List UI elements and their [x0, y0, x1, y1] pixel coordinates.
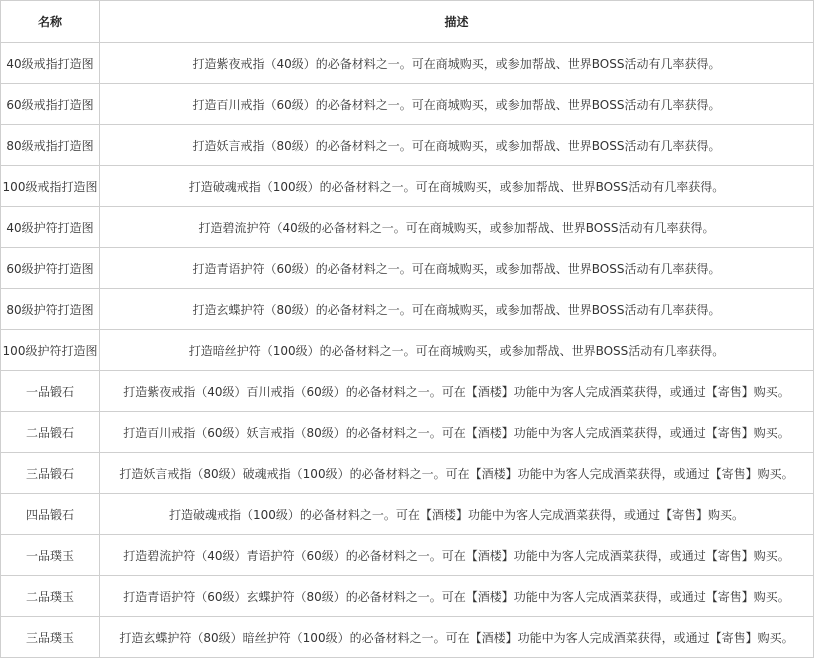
item-name: 80级戒指打造图	[1, 125, 100, 166]
table-row	[1, 84, 814, 125]
item-description: 打造青语护符（60级）的必备材料之一。可在商城购买，或参加帮战、世界BOSS活动有几率获得。	[100, 248, 814, 289]
table-row	[1, 576, 814, 617]
item-name: 100级戒指打造图	[1, 166, 100, 207]
item-name: 一品锻石	[1, 371, 100, 412]
item-description: 打造碧流护符（40级的必备材料之一。可在商城购买，或参加帮战、世界BOSS活动有几率获得。	[100, 207, 814, 248]
item-description: 打造青语护符（60级）玄蝶护符（80级）的必备材料之一。可在【酒楼】功能中为客人完成酒菜获得，或通过【寄售】购买。	[100, 576, 814, 617]
item-description: 打造碧流护符（40级）青语护符（60级）的必备材料之一。可在【酒楼】功能中为客人完成酒菜获得，或通过【寄售】购买。	[100, 535, 814, 576]
item-description: 打造破魂戒指（100级）的必备材料之一。可在商城购买，或参加帮战、世界BOSS活动有几率获得。	[100, 166, 814, 207]
table-row	[1, 535, 814, 576]
item-name: 40级戒指打造图	[1, 43, 100, 84]
item-name: 四品锻石	[1, 494, 100, 535]
item-description: 打造玄蝶护符（80级）暗丝护符（100级）的必备材料之一。可在【酒楼】功能中为客人完成酒菜获得，或通过【寄售】购买。	[100, 617, 814, 658]
table-row	[1, 412, 814, 453]
item-name: 三品锻石	[1, 453, 100, 494]
table-row	[1, 453, 814, 494]
table-row	[1, 43, 814, 84]
table-row	[1, 371, 814, 412]
table-row	[1, 289, 814, 330]
table-row	[1, 494, 814, 535]
item-description: 打造妖言戒指（80级）破魂戒指（100级）的必备材料之一。可在【酒楼】功能中为客人完成酒菜获得，或通过【寄售】购买。	[100, 453, 814, 494]
table-row	[1, 617, 814, 658]
item-name: 三品璞玉	[1, 617, 100, 658]
item-name: 二品锻石	[1, 412, 100, 453]
item-description: 打造妖言戒指（80级）的必备材料之一。可在商城购买，或参加帮战、世界BOSS活动有几率获得。	[100, 125, 814, 166]
item-name: 60级护符打造图	[1, 248, 100, 289]
table-row	[1, 166, 814, 207]
table-row	[1, 207, 814, 248]
item-description: 打造百川戒指（60级）的必备材料之一。可在商城购买，或参加帮战、世界BOSS活动有几率获得。	[100, 84, 814, 125]
item-description: 打造玄蝶护符（80级）的必备材料之一。可在商城购买，或参加帮战、世界BOSS活动有几率获得。	[100, 289, 814, 330]
header-name: 名称	[1, 1, 100, 43]
header-description: 描述	[100, 1, 814, 43]
item-description: 打造百川戒指（60级）妖言戒指（80级）的必备材料之一。可在【酒楼】功能中为客人完成酒菜获得，或通过【寄售】购买。	[100, 412, 814, 453]
item-name: 60级戒指打造图	[1, 84, 100, 125]
item-description: 打造紫夜戒指（40级）的必备材料之一。可在商城购买，或参加帮战、世界BOSS活动有几率获得。	[100, 43, 814, 84]
item-name: 一品璞玉	[1, 535, 100, 576]
item-name: 二品璞玉	[1, 576, 100, 617]
header-row	[1, 1, 814, 43]
item-description: 打造暗丝护符（100级）的必备材料之一。可在商城购买，或参加帮战、世界BOSS活动有几率获得。	[100, 330, 814, 371]
item-name: 80级护符打造图	[1, 289, 100, 330]
table-row	[1, 330, 814, 371]
table-row	[1, 125, 814, 166]
item-name: 40级护符打造图	[1, 207, 100, 248]
table-row	[1, 248, 814, 289]
item-description: 打造紫夜戒指（40级）百川戒指（60级）的必备材料之一。可在【酒楼】功能中为客人完成酒菜获得，或通过【寄售】购买。	[100, 371, 814, 412]
item-name: 100级护符打造图	[1, 330, 100, 371]
item-description: 打造破魂戒指（100级）的必备材料之一。可在【酒楼】功能中为客人完成酒菜获得，或通过【寄售】购买。	[100, 494, 814, 535]
